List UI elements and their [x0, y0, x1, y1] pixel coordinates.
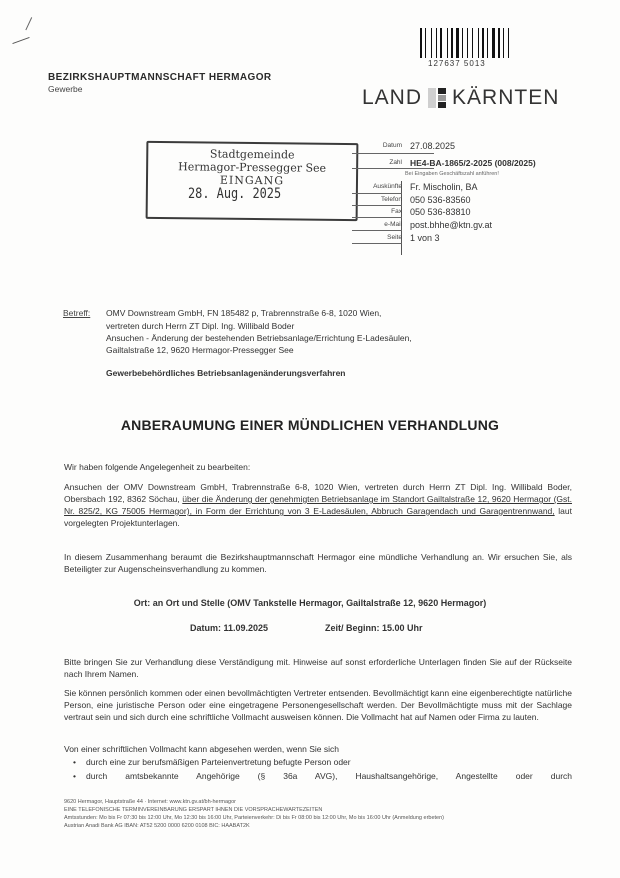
barcode-bar: [431, 28, 432, 58]
barcode-bar: [478, 28, 479, 58]
barcode-bar: [480, 28, 481, 58]
barcode-bar: [423, 28, 424, 58]
divider: [352, 168, 434, 169]
stamp-line: Stadtgemeinde: [209, 147, 295, 162]
barcode-bar: [498, 28, 500, 58]
meta-label: Auskünfte: [373, 183, 402, 190]
barcode-bar: [454, 28, 455, 58]
barcode-bar: [425, 28, 426, 58]
brand-right: KÄRNTEN: [452, 86, 560, 109]
meta-label: Telefon: [381, 196, 402, 203]
barcode-bar: [505, 28, 507, 58]
meta-value: Fr. Mischolin, BA: [410, 182, 478, 192]
barcode-bar: [449, 28, 450, 58]
barcode-bar: [464, 28, 466, 58]
department: Gewerbe: [48, 84, 83, 94]
land-kaernten-logo: [362, 86, 559, 110]
barcode-bar: [508, 28, 509, 58]
barcode-bar: [489, 28, 491, 58]
subject-line: OMV Downstream GmbH, FN 185482 p, Trabrennstraße 6-8, 1020 Wien,: [106, 308, 382, 318]
barcode-bar: [496, 28, 497, 58]
application-subject: über die Änderung der genehmigten Betriebsanlage im Standort Gailtalstraße 12, 9620 Hermagor (Gst. Nr. 825/2, KG 75005 Hermagor), in Form der Errichtung von 3 E-Ladesäulen, Abbruch Garagendach und Garagentrennwand,: [64, 494, 572, 516]
brand-left: LAND: [362, 86, 423, 109]
barcode-bar: [474, 28, 477, 58]
meta-label: e-Mail: [384, 221, 402, 228]
divider: [352, 193, 402, 194]
barcode-bar: [447, 28, 448, 58]
meta-label: Fax: [391, 208, 402, 215]
meta-value: 050 536-83560: [410, 195, 471, 205]
meta-value: HE4-BA-1865/2-2025 (008/2025): [410, 158, 536, 168]
divider: [352, 230, 402, 231]
meta-auskunft: [352, 182, 478, 192]
meta-fax: [352, 207, 471, 217]
barcode-bar: [501, 28, 502, 58]
barcode-bar: [487, 28, 488, 58]
divider: [352, 153, 434, 154]
barcode-bar: [443, 28, 446, 58]
barcode-bar: [460, 28, 461, 58]
reference-hint: Bei Eingaben Geschäftszahl anführen!: [405, 171, 499, 177]
barcode-bar: [472, 28, 473, 58]
meta-zahl: [352, 158, 536, 168]
receipt-stamp: [146, 141, 359, 221]
barcode-number: 127637 5013: [428, 59, 486, 68]
stamp-line: Hermagor-Pressegger See: [178, 160, 327, 175]
hearing-date: Datum: 11.09.2025: [190, 623, 269, 633]
barcode-bar: [482, 28, 484, 58]
barcode-bar: [436, 28, 437, 58]
instructions-paragraph: Bitte bringen Sie zur Verhandlung diese Verständigung mit. Hinweise auf sonst erforderliche Unterlagen finden Sie auf der Rückseite nach Ihrem Namen.: [64, 657, 572, 679]
barcode-bar: [510, 28, 513, 58]
barcode-bar: [420, 28, 422, 58]
meta-value: post.bhhe@ktn.gv.at: [410, 220, 493, 230]
subject-line: Gailtalstraße 12, 9620 Hermagor-Pressegger See: [106, 345, 294, 355]
barcode-bar: [438, 28, 439, 58]
barcode-bar: [427, 28, 430, 58]
divider: [352, 205, 402, 206]
divider: [352, 217, 402, 218]
meta-label: Datum: [382, 142, 402, 149]
barcode-bar: [492, 28, 495, 58]
barcode-bar: [433, 28, 435, 58]
pen-mark: [25, 17, 37, 33]
footer-line: Amtsstunden: Mo bis Fr 07:30 bis 12:00 Uhr, Mo 12:30 bis 16:00 Uhr, Parteienverkehr: Di bis Fr 08:00 bis 12:00 Uhr, Mo bis 16:00 Uhr (Anmeldung erbeten): [64, 815, 445, 821]
footer-line: Austrian Anadi Bank AG IBAN: AT52 5200 0000 6200 0108 BIC: HAABAT2K: [64, 823, 250, 829]
coat-of-arms-icon: [428, 88, 446, 108]
footer-line: EINE TELEFONISCHE TERMINVEREINBARUNG ERSPART IHNEN DIE VORSPRACHEWARTEZEITEN: [64, 807, 323, 813]
pen-mark: [12, 37, 29, 44]
subject-line: Ansuchen - Änderung der bestehenden Betriebsanlage/Errichtung E-Ladesäulen,: [106, 333, 412, 343]
meta-datum: [352, 141, 455, 151]
barcode-bar: [467, 28, 468, 58]
application-text: Ansuchen der OMV Downstream GmbH, Trabrennstraße 6-8, 1020 Wien, vertreten durch Herrn ZT Dipl. Ing. Willibald Boder, Obersbach 192, 8362 Söchau,: [64, 482, 572, 504]
hearing-time: Zeit/ Beginn: 15.00 Uhr: [325, 623, 423, 633]
document-title: ANBERAUMUNG EINER MÜNDLICHEN VERHANDLUNG: [120, 417, 500, 433]
list-item: • durch amtsbekannte Angehörige (§ 36a AVG), Haushaltsangehörige, Angestellte oder durch: [86, 771, 572, 781]
authority-name: BEZIRKSHAUPTMANNSCHAFT HERMAGOR: [48, 72, 272, 83]
meta-value: 27.08.2025: [410, 141, 456, 151]
barcode-bar: [462, 28, 463, 58]
power-of-attorney-text: Von einer schriftlichen Vollmacht kann abgesehen werden, wenn Sie sich: [64, 744, 340, 754]
subject-line: vertreten durch Herrn ZT Dipl. Ing. Willibald Boder: [106, 321, 295, 331]
hearing-paragraph: In diesem Zusammenhang beraumt die Bezirkshauptmannschaft Hermagor eine mündliche Verhandlung an. Wir ersuchen Sie, als Beteiligter zur Augenscheinsverhandlung zu kommen.: [64, 552, 572, 574]
meta-value: 1 von 3: [410, 233, 440, 243]
meta-telefon: [352, 195, 471, 205]
procedure-type: Gewerbebehördliches Betriebsanlagenänderungsverfahren: [106, 368, 346, 378]
divider: [352, 243, 402, 244]
barcode-bar: [469, 28, 471, 58]
barcode-bar: [451, 28, 453, 58]
barcode-bar: [503, 28, 504, 58]
stamp-date: 28. Aug. 2025: [188, 186, 282, 202]
barcode-bar: [456, 28, 459, 58]
hearing-location: Ort: an Ort und Stelle (OMV Tankstelle Hermagor, Gailtalstraße 12, 9620 Hermagor): [133, 598, 487, 608]
meta-label: Seite: [387, 234, 402, 241]
list-item: • durch eine zur berufsmäßigen Parteienvertretung befugte Person oder: [86, 757, 351, 767]
intro-text: Wir haben folgende Angelegenheit zu bearbeiten:: [64, 462, 251, 472]
subject-label: Betreff:: [63, 308, 91, 318]
representation-paragraph: Sie können persönlich kommen oder einen bevollmächtigten Vertreter entsenden. Bevollmächtigt kann eine eigenberechtigte natürliche Person, eine juristische Person oder eine eingetragene Personengesellschaft werden. Der Bevollmächtigte muss mit der Sachlage vertraut sein und sich durch eine schriftliche Vollmacht ausweisen können. Die Vollmacht hat auf Namen oder Firma zu lauten.: [64, 688, 572, 722]
stamp-line: EINGANG: [219, 173, 285, 188]
meta-seite: [352, 233, 440, 243]
application-paragraph: [64, 481, 572, 529]
barcode: [420, 28, 518, 58]
meta-label: Zahl: [389, 159, 402, 166]
meta-value: 050 536-83810: [410, 207, 471, 217]
barcode-bar: [440, 28, 442, 58]
application-text: laut vorgelegten Projektunterlagen.: [64, 506, 572, 528]
meta-email: [352, 220, 492, 230]
barcode-bar: [485, 28, 486, 58]
footer-line: 9620 Hermagor, Hauptstraße 44 · Internet: www.ktn.gv.at/bh-hermagor: [64, 799, 237, 805]
